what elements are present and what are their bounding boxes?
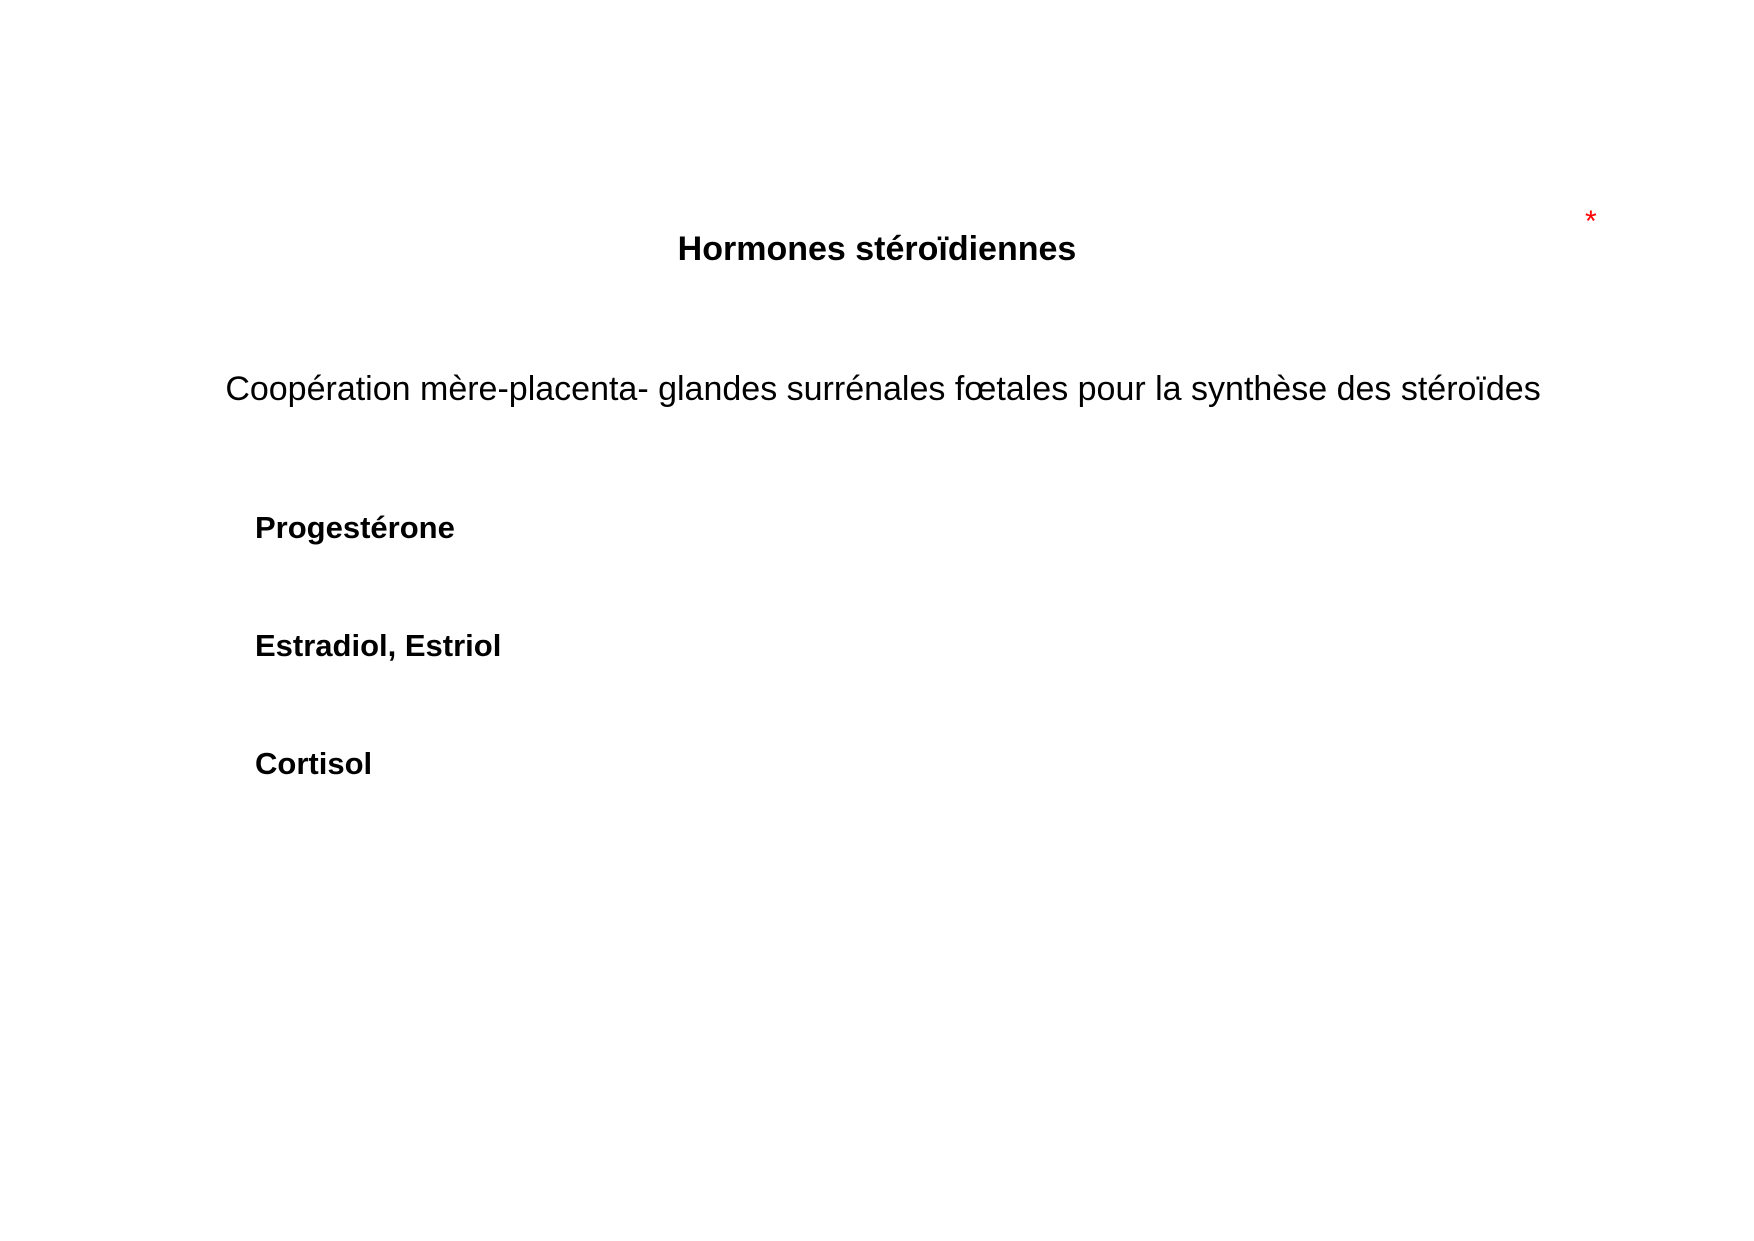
asterisk-marker: * xyxy=(1585,205,1597,238)
subtitle: Coopération mère-placenta- glandes surrénales fœtales pour la synthèse des stéroïdes xyxy=(225,370,1541,408)
list-item-estradiol-estriol: Estradiol, Estriol xyxy=(255,628,502,663)
list-item-cortisol: Cortisol xyxy=(255,746,373,781)
page-title: Hormones stéroïdiennes xyxy=(677,230,1077,268)
list-item-progesterone: Progestérone xyxy=(255,510,455,545)
